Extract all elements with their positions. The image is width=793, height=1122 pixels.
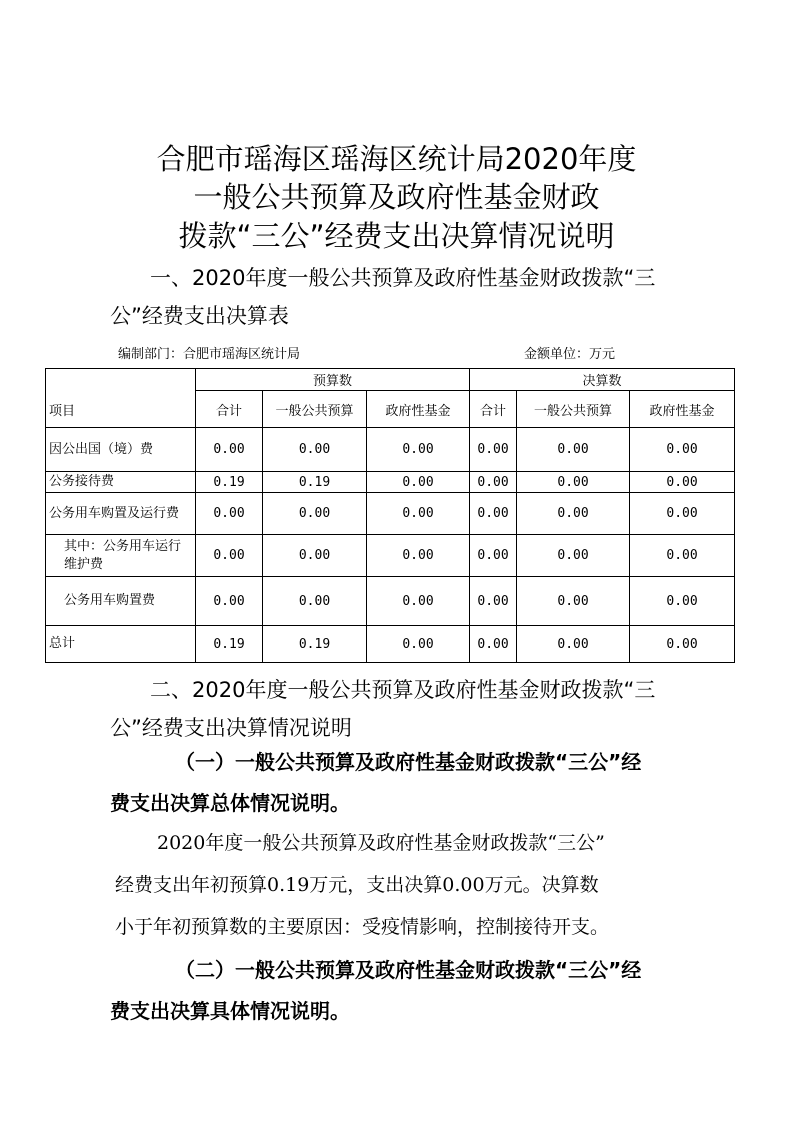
summary-paragraph-line-2: 经费支出年初预算0.19万元，支出决算0.00万元。决算数 xyxy=(115,874,599,896)
section2-heading-line-2: 公”经费支出决算情况说明 xyxy=(110,716,352,740)
cell-value: 0.00 xyxy=(630,577,735,626)
cell-value: 0.00 xyxy=(630,626,735,663)
subsection1-heading-line-1: （一）一般公共预算及政府性基金财政拨款“三公”经 xyxy=(175,750,642,774)
column-header: 政府性基金 xyxy=(367,391,470,428)
cell-value: 0.00 xyxy=(196,493,263,535)
summary-paragraph-line-3: 小于年初预算数的主要原因：受疫情影响，控制接待开支。 xyxy=(115,916,610,938)
cell-value: 0.00 xyxy=(470,626,517,663)
cell-value: 0.00 xyxy=(263,428,367,472)
cell-value: 0.00 xyxy=(517,493,630,535)
column-header: 一般公共预算 xyxy=(263,391,367,428)
cell-value: 0.00 xyxy=(263,577,367,626)
cell-value: 0.00 xyxy=(367,493,470,535)
section2-heading-line-1: 二、2020年度一般公共预算及政府性基金财政拨款“三 xyxy=(150,678,656,702)
cell-value: 0.00 xyxy=(517,428,630,472)
cell-value: 0.00 xyxy=(630,472,735,493)
table-row xyxy=(46,493,735,535)
final-group-header: 决算数 xyxy=(470,369,735,391)
cell-value: 0.00 xyxy=(367,472,470,493)
cell-value: 0.19 xyxy=(263,626,367,663)
cell-value: 0.00 xyxy=(517,577,630,626)
cell-value: 0.00 xyxy=(517,472,630,493)
compiling-department: 编制部门：合肥市瑶海区统计局 xyxy=(118,347,301,362)
subsection2-heading-line-1: （二）一般公共预算及政府性基金财政拨款“三公”经 xyxy=(175,958,642,982)
cell-value: 0.19 xyxy=(196,472,263,493)
expense-table xyxy=(45,368,735,663)
cell-value: 0.00 xyxy=(196,535,263,577)
cell-value: 0.00 xyxy=(367,577,470,626)
cell-value: 0.00 xyxy=(630,428,735,472)
column-header: 一般公共预算 xyxy=(517,391,630,428)
cell-value: 0.00 xyxy=(517,535,630,577)
table-row xyxy=(46,577,735,626)
table-row xyxy=(46,472,735,493)
cell-value: 0.00 xyxy=(196,577,263,626)
cell-value: 0.00 xyxy=(470,472,517,493)
table-row xyxy=(46,428,735,472)
row-label: 总计 xyxy=(46,626,196,663)
cell-value: 0.00 xyxy=(470,577,517,626)
cell-value: 0.00 xyxy=(196,428,263,472)
row-label: 公务用车购置费 xyxy=(46,577,196,626)
cell-value: 0.00 xyxy=(263,535,367,577)
cell-value: 0.00 xyxy=(630,493,735,535)
cell-value: 0.19 xyxy=(196,626,263,663)
column-header: 政府性基金 xyxy=(630,391,735,428)
document-title-line-3: 拨款“三公”经费支出决算情况说明 xyxy=(178,219,615,253)
cell-value: 0.00 xyxy=(470,493,517,535)
document-title-line-1: 合肥市瑶海区瑶海区统计局2020年度 xyxy=(156,142,637,176)
table-row xyxy=(46,626,735,663)
section1-heading-line-2: 公”经费支出决算表 xyxy=(110,304,289,328)
section1-heading-line-1: 一、2020年度一般公共预算及政府性基金财政拨款“三 xyxy=(150,266,656,290)
summary-paragraph-line-1: 2020年度一般公共预算及政府性基金财政拨款“三公” xyxy=(157,832,605,854)
cell-value: 0.19 xyxy=(263,472,367,493)
document-title-line-2: 一般公共预算及政府性基金财政 xyxy=(193,180,600,214)
cell-value: 0.00 xyxy=(470,535,517,577)
cell-value: 0.00 xyxy=(263,493,367,535)
cell-value: 0.00 xyxy=(630,535,735,577)
row-label: 公务接待费 xyxy=(46,472,196,493)
cell-value: 0.00 xyxy=(367,535,470,577)
item-header: 项目 xyxy=(46,369,196,428)
subsection1-heading-line-2: 费支出决算总体情况说明。 xyxy=(110,791,350,815)
table-row xyxy=(46,535,735,577)
currency-unit: 金额单位：万元 xyxy=(524,347,616,362)
row-label: 因公出国（境）费 xyxy=(46,428,196,472)
cell-value: 0.00 xyxy=(517,626,630,663)
budget-group-header: 预算数 xyxy=(196,369,470,391)
column-header: 合计 xyxy=(196,391,263,428)
row-label: 公务用车购置及运行费 xyxy=(46,493,196,535)
cell-value: 0.00 xyxy=(470,428,517,472)
cell-value: 0.00 xyxy=(367,626,470,663)
column-header: 合计 xyxy=(470,391,517,428)
cell-value: 0.00 xyxy=(367,428,470,472)
row-label: 其中：公务用车运行维护费 xyxy=(46,535,196,577)
subsection2-heading-line-2: 费支出决算具体情况说明。 xyxy=(110,999,350,1023)
